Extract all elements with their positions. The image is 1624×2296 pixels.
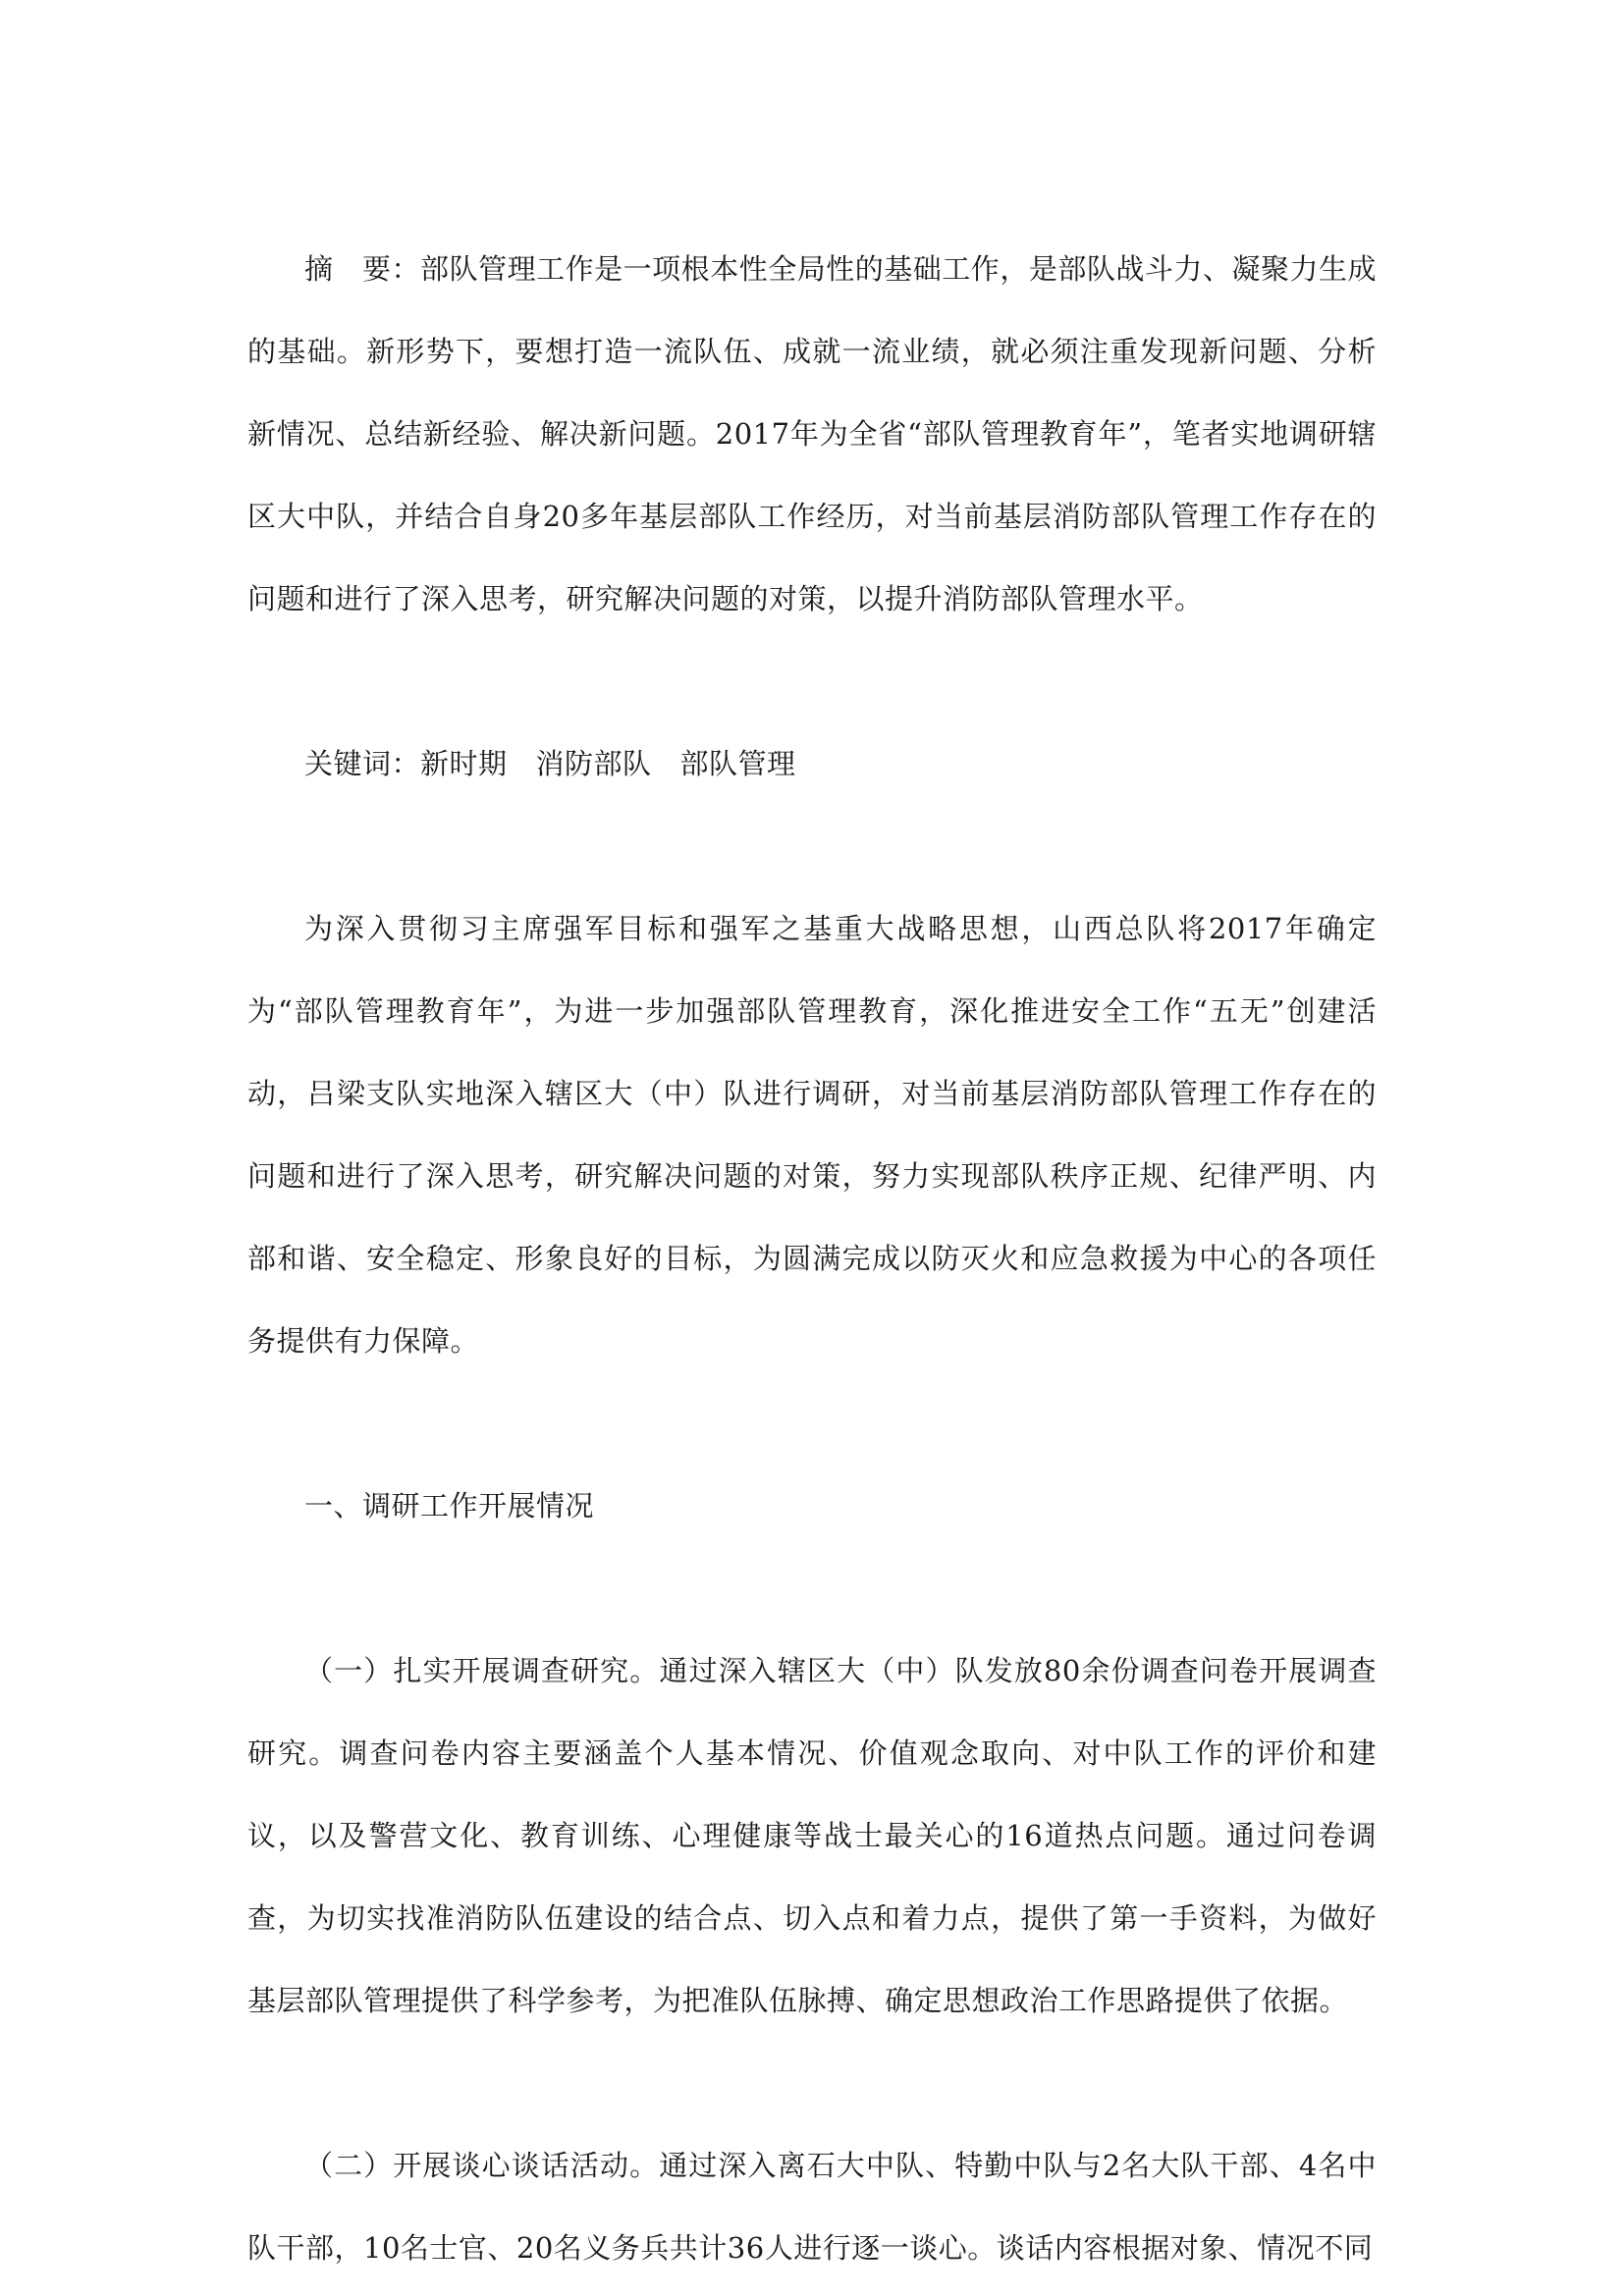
keyword-item: 新时期 <box>420 747 508 780</box>
spacer <box>247 805 1377 887</box>
spacer <box>247 1547 1377 1629</box>
keywords-label: 关键词： <box>304 747 421 780</box>
keyword-item: 部队管理 <box>679 747 796 780</box>
spacer <box>247 2042 1377 2124</box>
spacer <box>247 640 1377 722</box>
keywords-line <box>247 722 1377 805</box>
keyword-item: 消防部队 <box>535 747 652 780</box>
document-page <box>247 228 1377 2289</box>
spacer <box>247 1382 1377 1465</box>
subsection-paragraph: （一）扎实开展调查研究。通过深入辖区大（中）队发放80余份调查问卷开展调查研究。调查问卷内容主要涵盖个人基本情况、价值观念取向、对中队工作的评价和建议，以及警营文化、教育训练、心理健康等战士最关心的16道热点问题。通过问卷调查，为切实找准消防队伍建设的结合点、切入点和着力点，提供了第一手资料，为做好基层部队管理提供了科学参考，为把准队伍脉搏、确定思想政治工作思路提供了依据。 <box>247 1654 1377 2017</box>
subsection-paragraph: （二）开展谈心谈话活动。通过深入离石大中队、特勤中队与2名大队干部、4名中队干部，10名士官、20名义务兵共计36人进行逐一谈心。谈话内容根据对象、情况不同 <box>247 2149 1377 2265</box>
section-heading: 一、调研工作开展情况 <box>304 1489 595 1522</box>
abstract-paragraph: 摘 要：部队管理工作是一项根本性全局性的基础工作，是部队战斗力、凝聚力生成的基础。新形势下，要想打造一流队伍、成就一流业绩，就必须注重发现新问题、分析新情况、总结新经验、解决新问题。2017年为全省“部队管理教育年”，笔者实地调研辖区大中队，并结合自身20多年基层部队工作经历，对当前基层消防部队管理工作存在的问题和进行了深入思考，研究解决问题的对策，以提升消防部队管理水平。 <box>247 252 1377 615</box>
intro-paragraph: 为深入贯彻习主席强军目标和强军之基重大战略思想，山西总队将2017年确定为“部队管理教育年”，为进一步加强部队管理教育，深化推进安全工作“五无”创建活动，吕梁支队实地深入辖区大（中）队进行调研，对当前基层消防部队管理工作存在的问题和进行了深入思考，研究解决问题的对策，努力实现部队秩序正规、纪律严明、内部和谐、安全稳定、形象良好的目标，为圆满完成以防灭火和应急救援为中心的各项任务提供有力保障。 <box>247 912 1377 1358</box>
